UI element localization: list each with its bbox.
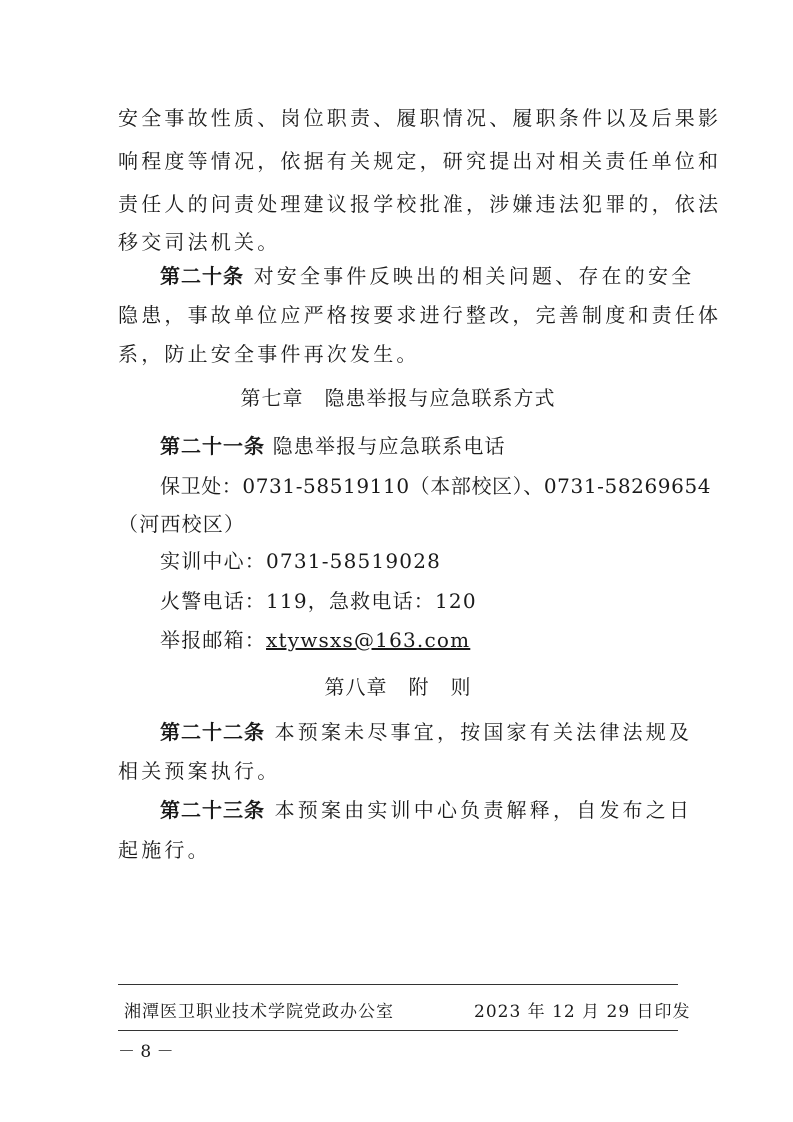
- email-label: 举报邮箱：: [160, 628, 266, 652]
- chapter-7-title: 第七章 隐患举报与应急联系方式: [240, 386, 556, 410]
- body-line: 系，防止安全事件再次发生。: [118, 342, 420, 366]
- security-contact: 保卫处：0731-58519110（本部校区）、0731-58269654: [160, 474, 712, 498]
- page-number: － 8 －: [118, 1042, 174, 1062]
- email-line: [160, 626, 720, 654]
- article-20-label: 第二十条: [160, 264, 244, 288]
- body-line: 责任人的问责处理建议报学校批准，涉嫌违法犯罪的，依法: [118, 192, 722, 216]
- footer-top-rule: [118, 984, 678, 985]
- email-link[interactable]: xtywsxs@163.com: [266, 628, 471, 652]
- article-21-label: 第二十一条: [160, 434, 265, 458]
- article-21-line: [160, 432, 720, 460]
- article-20-line: [160, 262, 720, 290]
- training-center-contact: 实训中心：0731-58519028: [160, 549, 442, 573]
- article-22-text: 本预案未尽事宜，按国家有关法律法规及: [274, 720, 693, 744]
- body-line: 隐患，事故单位应严格按要求进行整改，完善制度和责任体: [118, 303, 722, 327]
- body-line: 相关预案执行。: [118, 759, 281, 783]
- chapter-8-title: 第八章 附 则: [324, 675, 472, 699]
- body-line: 移交司法机关。: [118, 230, 281, 254]
- security-contact-campus: （河西校区）: [118, 512, 246, 536]
- body-line: 安全事故性质、岗位职责、履职情况、履职条件以及后果影: [118, 106, 722, 130]
- article-23-label: 第二十三条: [160, 798, 265, 822]
- article-21-text: 隐患举报与应急联系电话: [272, 434, 506, 458]
- article-23-text: 本预案由实训中心负责解释，自发布之日: [274, 798, 693, 822]
- body-line: 起施行。: [118, 838, 211, 862]
- article-22-label: 第二十二条: [160, 720, 265, 744]
- article-22-line: [160, 718, 720, 746]
- footer-date: 2023 年 12 月 29 日印发: [474, 1002, 691, 1022]
- emergency-contact: 火警电话：119，急救电话：120: [160, 589, 477, 613]
- article-20-text: 对安全事件反映出的相关问题、存在的安全: [253, 264, 695, 288]
- footer-issuer: 湘潭医卫职业技术学院党政办公室: [124, 1002, 394, 1022]
- footer-bottom-rule: [118, 1030, 678, 1031]
- article-23-line: [160, 796, 720, 824]
- body-line: 响程度等情况，依据有关规定，研究提出对相关责任单位和: [118, 149, 722, 173]
